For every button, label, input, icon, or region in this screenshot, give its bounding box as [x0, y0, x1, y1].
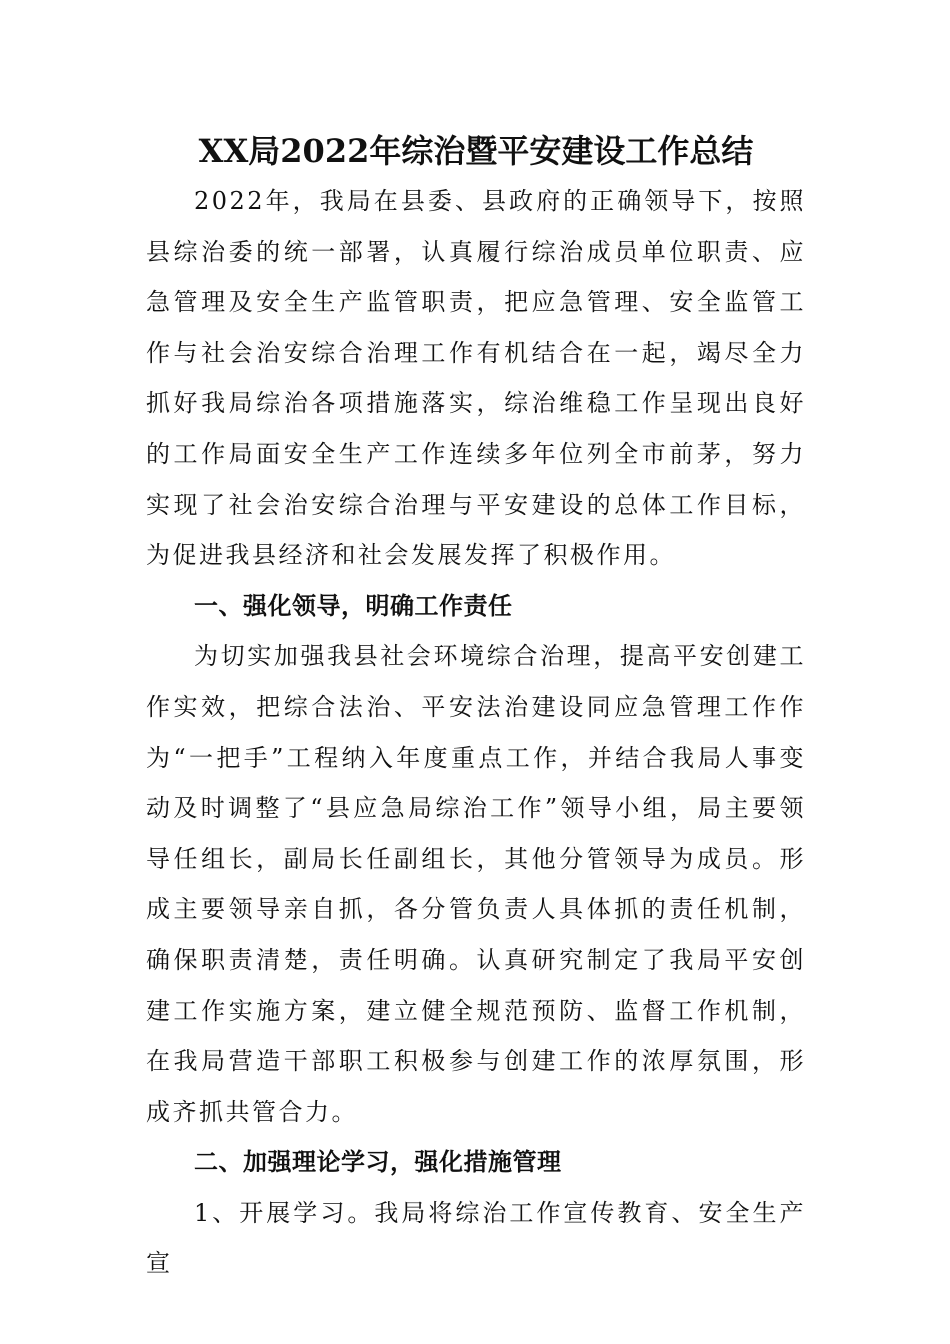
section-2-heading: 二、加强理论学习，强化措施管理 [194, 1148, 562, 1177]
section-2-paragraph: 1、开展学习。我局将综治工作宣传教育、安全生产宣 [146, 1198, 806, 1278]
section-1-heading: 一、强化领导，明确工作责任 [194, 591, 513, 620]
document-title: XX局2022年综治暨平安建设工作总结 [198, 132, 754, 170]
document-content [146, 126, 806, 1289]
intro-paragraph: 2022年，我局在县委、县政府的正确领导下，按照县综治委的统一部署，认真履行综治成员单位职责、应急管理及安全生产监管职责，把应急管理、安全监管工作与社会治安综合治理工作有机结合在一起，竭尽全力抓好我局综治各项措施落实，综治维稳工作呈现出良好的工作局面安全生产工作连续多年位列全市前茅，努力实现了社会治安综合治理与平安建设的总体工作目标，为促进我县经济和社会发展发挥了积极作用。 [146, 187, 806, 570]
section-1-paragraph: 为切实加强我县社会环境综合治理，提高平安创建工作实效，把综合法治、平安法治建设同应急管理工作作为“一把手”工程纳入年度重点工作，并结合我局人事变动及时调整了“县应急局综治工作”领导小组，局主要领导任组长，副局长任副组长，其他分管领导为成员。形成主要领导亲自抓，各分管负责人具体抓的责任机制，确保职责清楚，责任明确。认真研究制定了我局平安创建工作实施方案，建立健全规范预防、监督工作机制，在我局营造干部职工积极参与创建工作的浓厚氛围，形成齐抓共管合力。 [146, 642, 806, 1126]
